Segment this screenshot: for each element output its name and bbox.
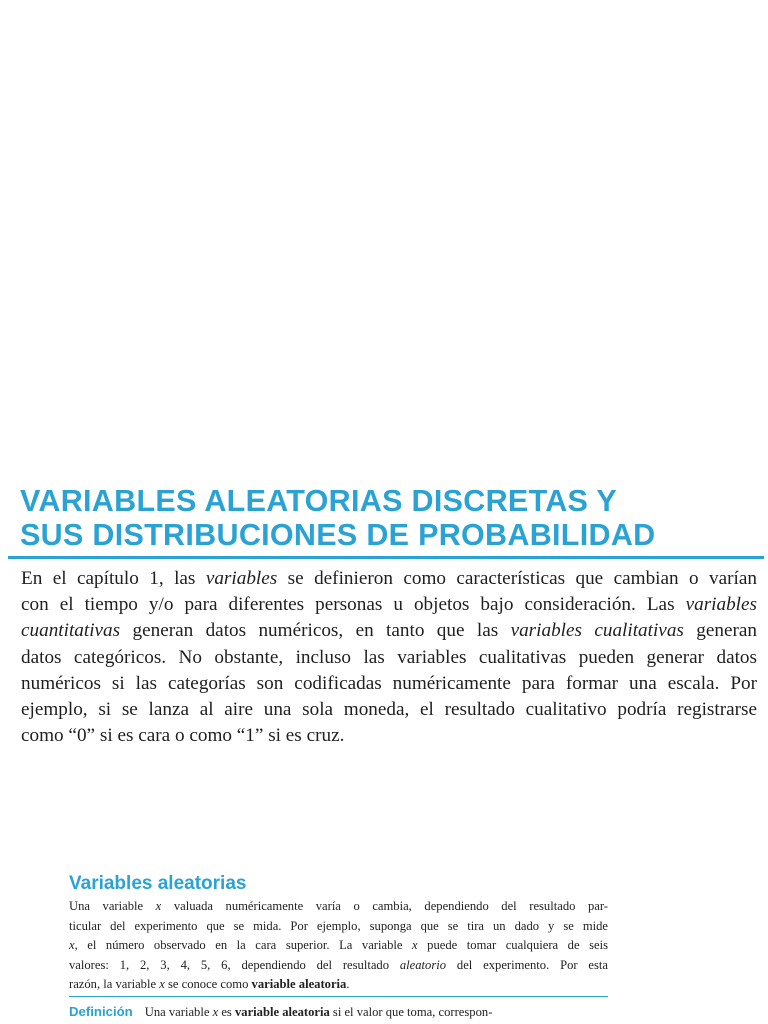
intro-text: generan xyxy=(683,620,757,642)
math-variable: x xyxy=(155,899,162,913)
section-text: razón, la variable xyxy=(69,977,160,992)
math-variable: x xyxy=(69,938,75,953)
intro-line-3 xyxy=(21,618,757,644)
intro-line-6: ejemplo, si se lanza al aire una sola moneda, el resultado cualitativo podría registrarse xyxy=(21,699,757,721)
section-text: . xyxy=(346,977,350,992)
section-line-5 xyxy=(69,975,608,995)
bold-term: variable aleatoria xyxy=(251,977,347,992)
intro-italic-term: variables xyxy=(205,568,278,589)
intro-line-7: como “0” si es cara o como “1” si es cruz. xyxy=(21,725,345,747)
section-text: del experimento. Por esta xyxy=(446,957,608,972)
intro-italic-term: cuantitativas xyxy=(21,620,121,642)
section-text: , el número observado en la cara superior. La variable xyxy=(74,938,413,953)
definition-text: si el valor que toma, correspon- xyxy=(329,1005,493,1019)
intro-line-4: datos categóricos. No obstante, incluso las variables cualitativas pueden generar datos xyxy=(21,646,757,668)
section-line-1 xyxy=(69,897,608,917)
intro-text: generan datos numéricos, en tanto que las xyxy=(120,620,511,642)
section-italic-term: aleatorio xyxy=(399,957,447,972)
section-line-2: ticular del experimento que se mida. Por ejemplo, suponga que se tira un dado y se mide xyxy=(69,918,608,933)
intro-text: con el tiempo y/o para diferentes personas u objetos bajo consideración. Las xyxy=(21,594,686,616)
section-paragraph xyxy=(69,897,608,995)
math-variable: x xyxy=(159,977,165,992)
section-text: se conoce como xyxy=(164,977,252,992)
intro-paragraph xyxy=(21,566,757,749)
definition-block xyxy=(69,1002,608,1022)
intro-line-5: numéricos si las categorías son codificadas numéricamente para formar una escala. Por xyxy=(21,672,757,694)
math-variable: x xyxy=(412,938,418,953)
title-underline-rule xyxy=(8,556,764,559)
intro-line-1 xyxy=(21,566,757,592)
section-line-3 xyxy=(69,936,608,956)
chapter-title-line-1: VARIABLES ALEATORIAS DISCRETAS Y xyxy=(20,484,618,518)
intro-line-2 xyxy=(21,592,757,618)
definition-rule xyxy=(69,996,608,997)
definition-text: es xyxy=(218,1005,235,1019)
section-text: puede tomar cualquiera de seis xyxy=(417,938,608,953)
intro-text: En el capítulo 1, las xyxy=(21,568,206,589)
intro-italic-term: variables xyxy=(685,594,757,616)
section-text: valores: 1, 2, 3, 4, 5, 6, dependiendo del resultado xyxy=(69,957,400,972)
intro-italic-term: variables cualitativas xyxy=(510,620,684,642)
chapter-title xyxy=(20,484,750,552)
definition-label: Definición xyxy=(69,1004,133,1019)
section-text: Una variable xyxy=(69,899,156,913)
section-line-4 xyxy=(69,956,608,976)
definition-text: Una variable xyxy=(144,1005,213,1019)
section-title: Variables aleatorias xyxy=(69,873,247,894)
math-variable: x xyxy=(212,1005,219,1019)
bold-term: variable aleatoria xyxy=(234,1005,330,1019)
section-text: valuada numéricamente varía o cambia, dependiendo del resultado par- xyxy=(161,899,608,913)
intro-text: se definieron como características que cambian o varían xyxy=(277,568,757,589)
chapter-title-line-2: SUS DISTRIBUCIONES DE PROBABILIDAD xyxy=(20,518,656,552)
